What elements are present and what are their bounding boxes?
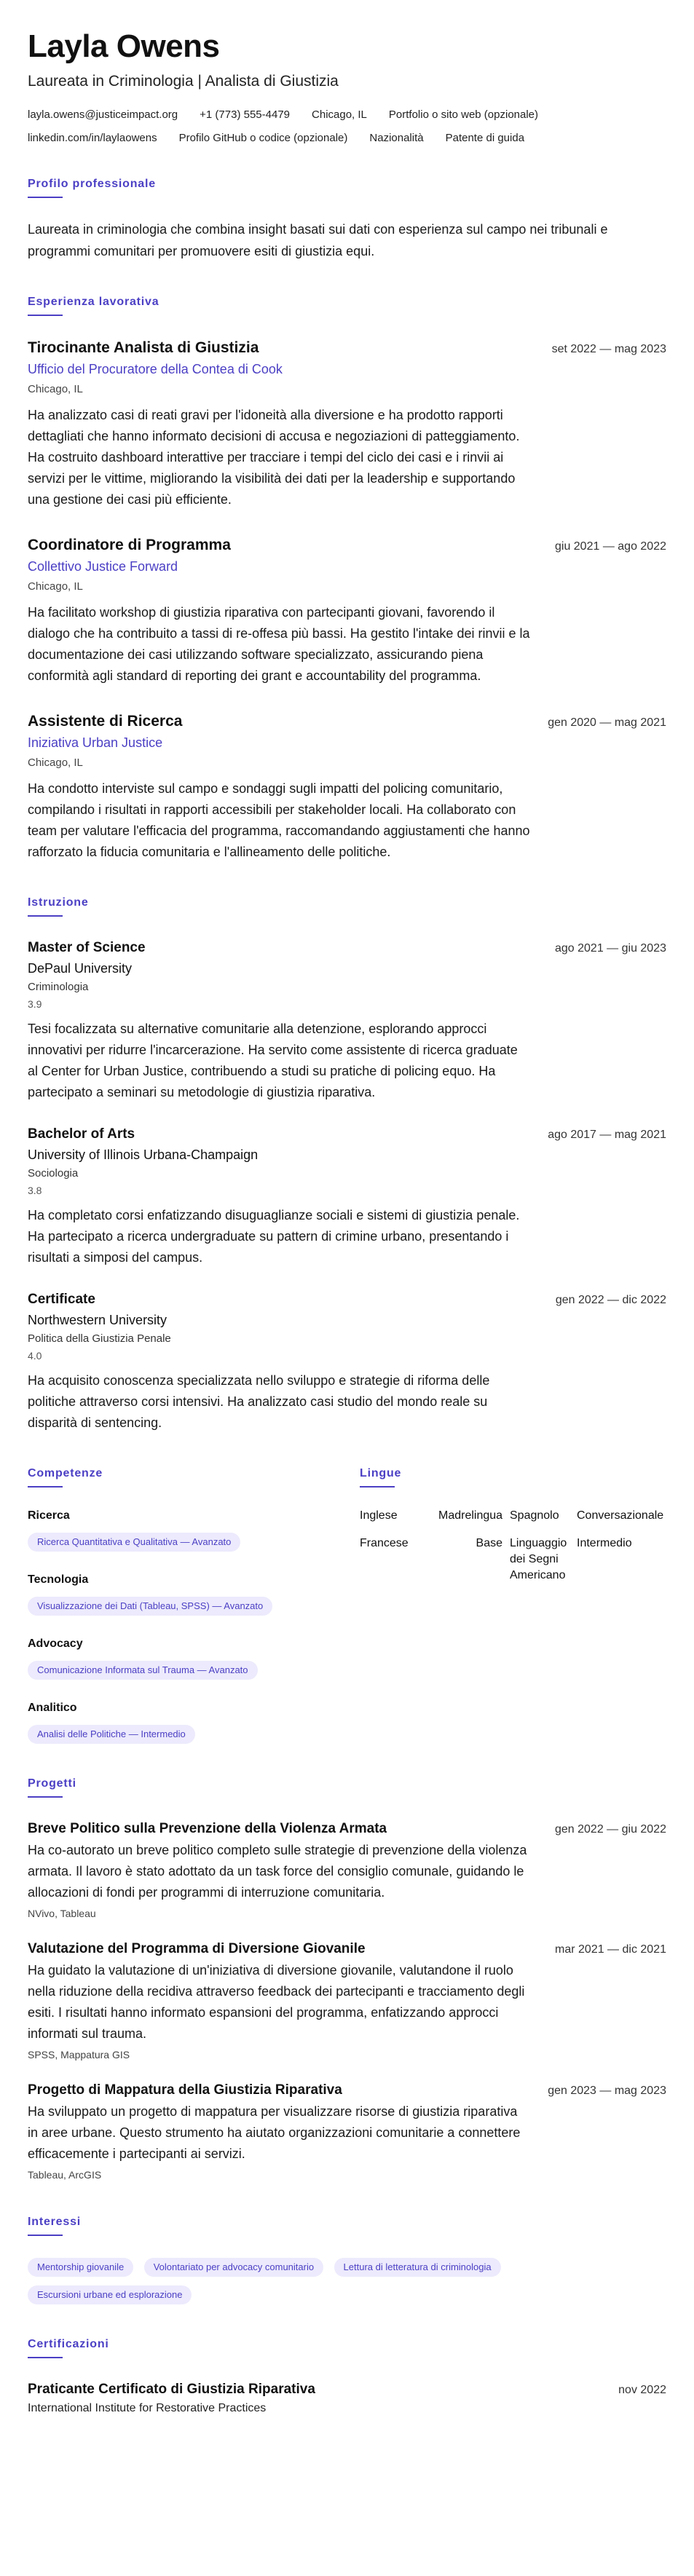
education-school: DePaul University bbox=[28, 961, 133, 976]
language-row bbox=[360, 1536, 666, 1584]
project-dates: gen 2023 — mag 2023 bbox=[548, 2085, 666, 2097]
education-degree: Master of Science bbox=[28, 940, 146, 955]
project-title: Progetto di Mappatura della Giustizia Riparativa bbox=[28, 2082, 342, 2098]
interest-chip: Escursioni urbane ed esplorazione bbox=[28, 2285, 192, 2304]
education-gpa: 3.9 bbox=[28, 998, 42, 1010]
experience-description: Ha facilitato workshop di giustizia riparativa con partecipanti giovani, favorendo il dialogo che ha contribuito a tassi di re-offesa più bassi. Ha gestito l'intake dei rinvii e la documentazione dei casi utilizzando software specializzato, assicurando piena conformità agli standard di reporting dei grant e accountability del programma. bbox=[28, 605, 530, 683]
interest-chip: Volontariato per advocacy comunitario bbox=[144, 2258, 323, 2277]
education-degree: Certificate bbox=[28, 1292, 95, 1307]
experience-description: Ha condotto interviste sul campo e sondaggi sugli impatti del policing comunitario, compilando i risultati in rapporti accessibili per stakeholder locali. Ha collaborato con team per valutare l'efficacia del programma, raccomandando aggiustamenti che hanno rafforzato la fiducia comunitaria e l'allineamento delle politiche. bbox=[28, 781, 530, 859]
experience-dates: gen 2020 — mag 2021 bbox=[548, 716, 666, 729]
summary-text: Laureata in criminologia che combina insight basati sui dati con esperienza sul campo nei tribunali e programmi comunitari per promuovere esiti di giustizia equi. bbox=[28, 222, 608, 258]
skill-chip: Analisi delle Politiche — Intermedio bbox=[28, 1725, 195, 1744]
section-title-projects: Progetti bbox=[28, 1777, 76, 1790]
language-name: Francese bbox=[360, 1537, 409, 1549]
language-level: Intermedio bbox=[577, 1537, 632, 1549]
education-field: Criminologia bbox=[28, 981, 89, 993]
experience-location: Chicago, IL bbox=[28, 580, 83, 593]
education-school: Northwestern University bbox=[28, 1313, 167, 1327]
project-entry bbox=[28, 1940, 666, 2062]
skill-chip: Ricerca Quantitativa e Qualitativa — Avanzato bbox=[28, 1533, 240, 1552]
language-level: Base bbox=[476, 1537, 502, 1549]
project-description: Ha sviluppato un progetto di mappatura per visualizzare risorse di giustizia riparativa in aree urbane. Questo strumento ha aiutato organizzazioni comunitarie a connettere efficacemente i partecipanti ai servizi. bbox=[28, 2104, 521, 2161]
education-entry bbox=[28, 1290, 666, 1434]
education-dates: ago 2017 — mag 2021 bbox=[548, 1129, 666, 1141]
project-tools: Tableau, ArcGIS bbox=[28, 2169, 102, 2181]
project-title: Valutazione del Programma di Diversione Giovanile bbox=[28, 1941, 366, 1956]
section-divider bbox=[28, 915, 63, 917]
contact-location: Chicago, IL bbox=[312, 108, 367, 121]
experience-entry bbox=[28, 535, 666, 687]
experience-organization: Iniziativa Urban Justice bbox=[28, 735, 163, 750]
contact-driving-license: Patente di guida bbox=[445, 132, 525, 144]
education-dates: ago 2021 — giu 2023 bbox=[554, 942, 666, 955]
experience-title: Coordinatore di Programma bbox=[28, 537, 231, 553]
education-gpa: 3.8 bbox=[28, 1185, 42, 1196]
contact-github[interactable]: Profilo GitHub o codice (opzionale) bbox=[178, 132, 348, 144]
education-degree: Bachelor of Arts bbox=[28, 1126, 135, 1142]
interests-list bbox=[28, 2249, 639, 2304]
education-description: Ha completato corsi enfatizzando disuguaglianze sociali e sistemi di giustizia penale. Ha partecipato a ricerca undergraduate su pattern di crimine urbano, presentando i risultati a simposi del campus. bbox=[28, 1208, 520, 1265]
experience-organization: Ufficio del Procuratore della Contea di Cook bbox=[28, 362, 283, 376]
skill-category: Ricerca bbox=[28, 1509, 70, 1522]
section-divider bbox=[28, 315, 63, 316]
interest-chip: Lettura di letteratura di criminologia bbox=[334, 2258, 501, 2277]
experience-entry bbox=[28, 338, 666, 510]
project-dates: mar 2021 — dic 2021 bbox=[555, 1943, 666, 1956]
project-description: Ha co-autorato un breve politico completo sulle strategie di prevenzione della violenza armata. Il lavoro è stato adottato da un task force del consiglio comunale, guidando le allocazioni di fondi per programmi di interruzione comunitaria. bbox=[28, 1843, 527, 1900]
education-field: Politica della Giustizia Penale bbox=[28, 1332, 171, 1345]
contact-portfolio[interactable]: Portfolio o sito web (opzionale) bbox=[388, 108, 539, 121]
section-title-languages: Lingue bbox=[360, 1467, 402, 1479]
section-divider bbox=[28, 2235, 63, 2236]
certification-issuer: International Institute for Restorative Practices bbox=[28, 2402, 267, 2414]
candidate-name: Layla Owens bbox=[28, 28, 220, 64]
language-level: Conversazionale bbox=[577, 1509, 664, 1522]
language-name: Linguaggio dei Segni Americano bbox=[510, 1537, 567, 1581]
project-entry bbox=[28, 2081, 666, 2182]
experience-location: Chicago, IL bbox=[28, 383, 83, 395]
project-dates: gen 2022 — giu 2022 bbox=[554, 1823, 666, 1836]
skill-chip: Visualizzazione dei Dati (Tableau, SPSS) — Avanzato bbox=[28, 1597, 272, 1616]
contact-nationality: Nazionalità bbox=[369, 132, 424, 144]
section-divider bbox=[28, 2357, 63, 2358]
language-level: Madrelingua bbox=[438, 1509, 503, 1522]
education-dates: gen 2022 — dic 2022 bbox=[555, 1294, 666, 1306]
experience-title: Assistente di Ricerca bbox=[28, 713, 183, 730]
section-title-experience: Esperienza lavorativa bbox=[28, 296, 159, 308]
experience-location: Chicago, IL bbox=[28, 756, 83, 769]
contact-linkedin[interactable]: linkedin.com/in/laylaowens bbox=[28, 132, 157, 144]
experience-dates: set 2022 — mag 2023 bbox=[551, 343, 666, 355]
skill-category: Analitico bbox=[28, 1702, 77, 1714]
language-name: Inglese bbox=[360, 1509, 398, 1522]
education-description: Ha acquisito conoscenza specializzata nello sviluppo e strategie di riforma delle politiche attraverso corsi intensivi. Ha analizzato casi studio del mondo reale su disparità di sentencing. bbox=[28, 1373, 490, 1430]
language-name: Spagnolo bbox=[510, 1509, 559, 1522]
languages-column bbox=[360, 1434, 666, 1744]
project-entry bbox=[28, 1820, 666, 1921]
skill-chip: Comunicazione Informata sul Trauma — Avanzato bbox=[28, 1661, 258, 1680]
education-entry bbox=[28, 1125, 666, 1268]
contact-email[interactable]: layla.owens@justiceimpact.org bbox=[28, 108, 178, 121]
section-divider bbox=[28, 1796, 63, 1798]
section-divider bbox=[360, 1486, 395, 1487]
project-tools: SPSS, Mappatura GIS bbox=[28, 2049, 130, 2061]
section-title-skills: Competenze bbox=[28, 1467, 103, 1479]
education-school: University of Illinois Urbana-Champaign bbox=[28, 1147, 259, 1162]
section-title-certifications: Certificazioni bbox=[28, 2338, 109, 2350]
experience-description: Ha analizzato casi di reati gravi per l'idoneità alla diversione e ha prodotto rapporti dettagliati che hanno informato decisioni di accusa e negoziazioni di patteggiamento. Ha costruito dashboard interattive per tracciare i tempi del ciclo dei casi e i rinvii ai servizi per le vittime, migliorando la visibilità dei dati per la leadership e supportando una gestione dei casi più efficiente. bbox=[28, 408, 520, 507]
contact-list bbox=[28, 108, 666, 146]
project-title: Breve Politico sulla Prevenzione della Violenza Armata bbox=[28, 1821, 387, 1836]
certification-date: nov 2022 bbox=[618, 2384, 666, 2396]
experience-dates: giu 2021 — ago 2022 bbox=[554, 540, 666, 553]
project-description: Ha guidato la valutazione di un'iniziativa di diversione giovanile, valutandone il ruolo nella riduzione della recidiva attraverso feedback dei partecipanti e tracciamento degli esiti. I risultati hanno informato espansioni del programma, enfatizzando approcci informati sul trauma. bbox=[28, 1963, 525, 2041]
contact-phone[interactable]: +1 (773) 555-4479 bbox=[200, 108, 291, 121]
education-gpa: 4.0 bbox=[28, 1350, 42, 1362]
skills-column bbox=[28, 1434, 360, 1744]
education-field: Sociologia bbox=[28, 1167, 79, 1180]
skill-category: Tecnologia bbox=[28, 1573, 89, 1586]
certification-title: Praticante Certificato di Giustizia Riparativa bbox=[28, 2382, 315, 2397]
skill-category: Advocacy bbox=[28, 1637, 83, 1650]
skills-languages-row bbox=[28, 1434, 666, 1744]
languages-table bbox=[360, 1508, 666, 1584]
education-description: Tesi focalizzata su alternative comunitarie alla detenzione, esplorando approcci innovativi per ridurre l'incarcerazione. Ha servito come assistente di ricerca graduate al Center for Urban Justice, contribuendo a studi su pratiche di policing equo. Ha partecipato a seminari su metodologie di giustizia riparativa. bbox=[28, 1022, 518, 1099]
education-entry bbox=[28, 939, 666, 1103]
section-title-interests: Interessi bbox=[28, 2216, 82, 2228]
language-row bbox=[360, 1508, 666, 1524]
section-title-summary: Profilo professionale bbox=[28, 178, 156, 190]
section-divider bbox=[28, 197, 63, 198]
candidate-headline: Laureata in Criminologia | Analista di Giustizia bbox=[28, 73, 339, 90]
section-title-education: Istruzione bbox=[28, 896, 89, 909]
experience-entry bbox=[28, 711, 666, 863]
interest-chip: Mentorship giovanile bbox=[28, 2258, 133, 2277]
experience-organization: Collettivo Justice Forward bbox=[28, 559, 178, 574]
project-tools: NVivo, Tableau bbox=[28, 1908, 96, 1919]
experience-title: Tirocinante Analista di Giustizia bbox=[28, 339, 259, 356]
certification-entry bbox=[28, 2380, 666, 2417]
section-divider bbox=[28, 1486, 63, 1487]
